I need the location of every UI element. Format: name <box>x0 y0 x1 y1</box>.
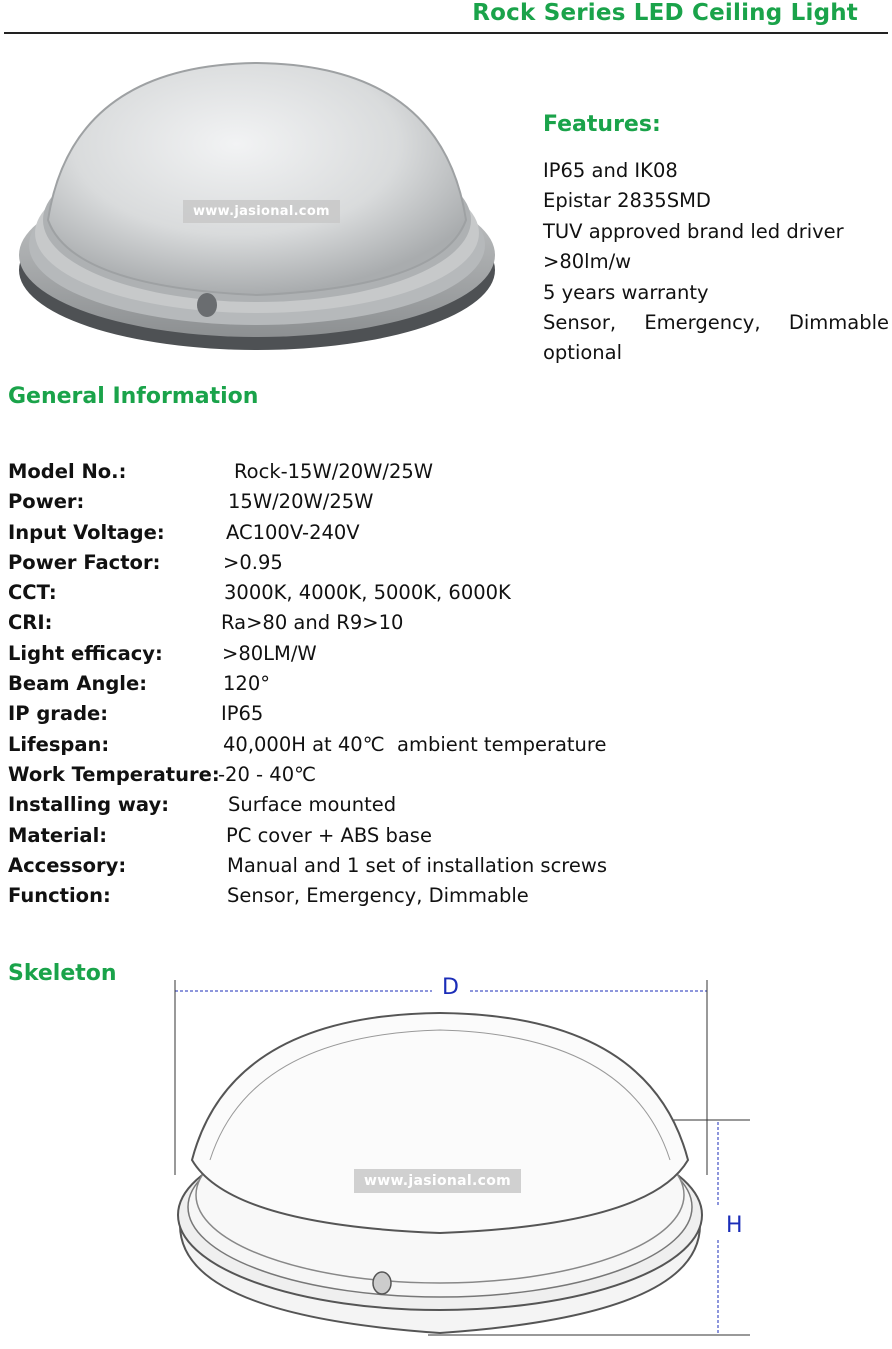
spec-label: Input Voltage: <box>8 520 165 544</box>
spec-label: Function: <box>8 884 111 908</box>
feature-word: Dimmable <box>788 311 889 335</box>
spec-label: Power Factor: <box>8 550 161 574</box>
features-list <box>543 156 889 369</box>
feature-item-tail: optional <box>543 341 623 365</box>
spec-label: CCT: <box>8 581 57 605</box>
spec-label: Installing way: <box>8 793 169 817</box>
spec-value: >80LM/W <box>222 641 317 665</box>
spec-value: Manual and 1 set of installation screws <box>227 853 607 877</box>
spec-value: 120° <box>223 672 270 696</box>
skeleton-outline <box>170 975 760 1345</box>
feature-item: IP65 and IK08 <box>543 159 678 182</box>
spec-label: IP grade: <box>8 702 109 726</box>
spec-value: AC100V-240V <box>226 520 360 544</box>
general-heading: General Information <box>8 384 259 409</box>
feature-item: Epistar 2835SMD <box>543 189 711 213</box>
spec-label: Beam Angle: <box>8 672 147 696</box>
features-heading: Features: <box>543 112 661 137</box>
spec-label: Work Temperature: <box>8 762 220 786</box>
spec-value: Surface mounted <box>228 793 397 817</box>
dimension-h-label: H <box>726 1213 743 1238</box>
page-title: Rock Series LED Ceiling Light <box>472 0 858 26</box>
spec-value: 3000K, 4000K, 5000K, 6000K <box>224 581 511 605</box>
spec-value: Ra>80 and R9>10 <box>221 611 404 635</box>
spec-value: 15W/20W/25W <box>228 490 374 514</box>
feature-item <box>543 308 889 338</box>
feature-word: Emergency, <box>644 311 761 335</box>
spec-value: -20 - 40℃ <box>218 762 316 786</box>
product-photo <box>12 55 507 360</box>
feature-word: Sensor, <box>543 311 617 335</box>
spec-value: PC cover + ABS base <box>226 823 432 847</box>
feature-item: >80lm/w <box>543 250 632 274</box>
spec-label: Model No.: <box>8 460 127 483</box>
skeleton-watermark: www.jasional.com <box>354 1169 521 1193</box>
feature-item: 5 years warranty <box>543 280 709 304</box>
product-watermark: www.jasional.com <box>183 200 340 223</box>
spec-value: Sensor, Emergency, Dimmable <box>227 884 529 908</box>
skeleton-heading: Skeleton <box>8 961 117 986</box>
spec-label: Accessory: <box>8 853 127 877</box>
skeleton-drawing <box>170 975 760 1345</box>
spec-label: Light efficacy: <box>8 641 163 665</box>
spec-label: Lifespan: <box>8 732 110 756</box>
spec-value: Rock-15W/20W/25W <box>234 460 434 483</box>
feature-item: TUV approved brand led driver <box>543 219 844 243</box>
spec-value: >0.95 <box>223 550 283 574</box>
spec-value: IP65 <box>221 702 264 726</box>
spec-label: Material: <box>8 823 108 847</box>
title-divider <box>4 32 888 34</box>
spec-value: 40,000H at 40℃ ambient temperature <box>223 732 607 756</box>
spec-label: CRI: <box>8 611 53 635</box>
spec-label: Power: <box>8 490 85 514</box>
dimension-d-label: D <box>442 975 459 1000</box>
